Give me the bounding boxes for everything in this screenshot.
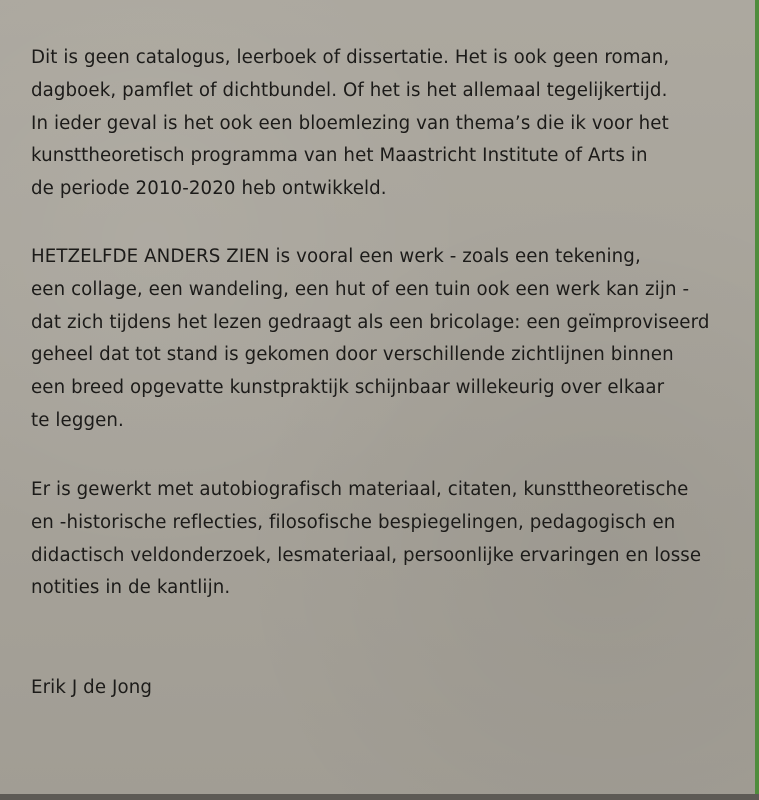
text-line: HETZELFDE ANDERS ZIEN is vooral een werk - zoals een tekening, (31, 246, 641, 267)
text-line: notities in de kantlijn. (31, 577, 231, 599)
text-line: dagboek, pamflet of dichtbundel. Of het is het allemaal tegelijkertijd. (31, 79, 668, 101)
text-line: en -historische reflecties, filosofische bespiegelingen, pedagogisch en (31, 511, 676, 533)
paragraph-materials (31, 474, 731, 605)
author-signature (31, 672, 731, 705)
text-line: Er is gewerkt met autobiografisch materiaal, citaten, kunsttheoretische (31, 479, 689, 500)
text-line: een collage, een wandeling, een hut of een tuin ook een werk kan zijn - (31, 278, 690, 300)
text-line: dat zich tijdens het lezen gedraagt als een bricolage: een geïmproviseerd (31, 311, 710, 333)
bottom-edge-strip (0, 794, 759, 800)
text-line: te leggen. (31, 409, 124, 431)
text-line: didactisch veldonderzoek, lesmateriaal, persoonlijke ervaringen en losse (31, 544, 702, 566)
text-line: In ieder geval is het ook een bloemlezing van thema’s die ik voor het (31, 112, 669, 134)
author-name: Erik J de Jong (31, 677, 152, 698)
text-line: een breed opgevatte kunstpraktijk schijnbaar willekeurig over elkaar (31, 377, 665, 399)
text-line: kunsttheoretisch programma van het Maastricht Institute of Arts in (31, 145, 648, 167)
page-edge-strip (755, 0, 759, 800)
text-line: de periode 2010-2020 heb ontwikkeld. (31, 178, 387, 200)
paragraph-description (31, 241, 731, 438)
text-line: Dit is geen catalogus, leerboek of dissertatie. Het is ook geen roman, (31, 47, 670, 68)
text-line: geheel dat tot stand is gekomen door verschillende zichtlijnen binnen (31, 344, 674, 366)
paragraph-intro (31, 42, 731, 206)
